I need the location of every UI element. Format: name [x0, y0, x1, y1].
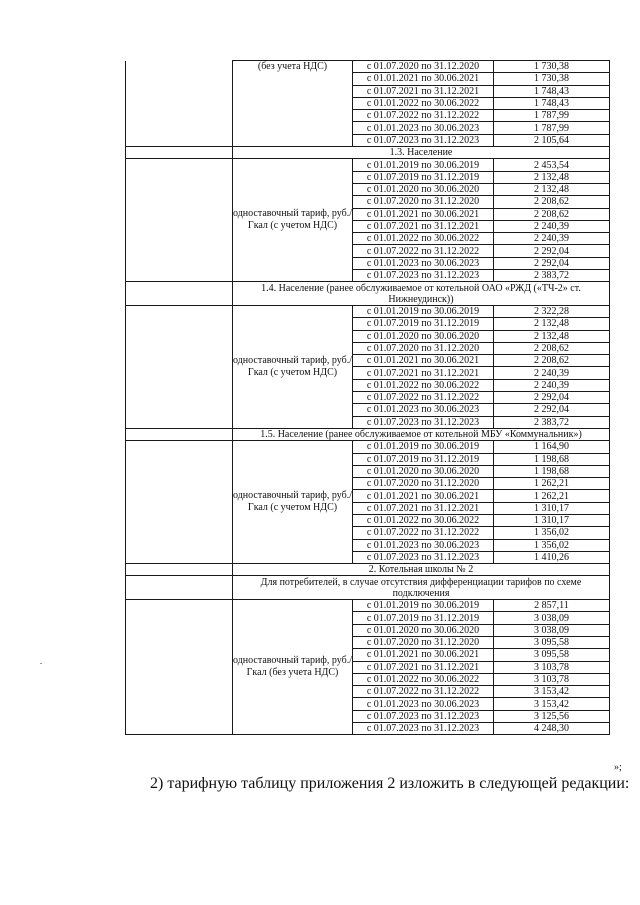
- tariff-value-cell: 2 292,04: [494, 392, 610, 404]
- tariff-value-cell: 2 132,48: [494, 318, 610, 330]
- tariff-value-cell: 1 356,02: [494, 539, 610, 551]
- left-blank-cell: [126, 147, 233, 159]
- tariff-value-cell: 2 383,72: [494, 416, 610, 428]
- tariff-value-cell: 1 310,17: [494, 502, 610, 514]
- period-cell: с 01.07.2022 по 31.12.2022: [353, 110, 494, 122]
- period-cell: с 01.07.2022 по 31.12.2022: [353, 245, 494, 257]
- tariff-value-cell: 3 038,09: [494, 612, 610, 624]
- tariff-value-cell: 2 208,62: [494, 342, 610, 354]
- tariff-value-cell: 1 356,02: [494, 527, 610, 539]
- period-cell: с 01.07.2019 по 31.12.2019: [353, 453, 494, 465]
- tariff-value-cell: 2 292,04: [494, 404, 610, 416]
- period-cell: с 01.01.2022 по 30.06.2022: [353, 379, 494, 391]
- period-cell: с 01.07.2019 по 31.12.2019: [353, 318, 494, 330]
- period-cell: с 01.01.2022 по 30.06.2022: [353, 97, 494, 109]
- tariff-value-cell: 1 198,68: [494, 453, 610, 465]
- period-cell: с 01.07.2020 по 31.12.2020: [353, 478, 494, 490]
- tariff-table-body: [126, 61, 610, 735]
- table-row: [126, 159, 610, 171]
- table-row: [126, 61, 610, 73]
- period-cell: с 01.07.2021 по 31.12.2021: [353, 85, 494, 97]
- period-cell: с 01.01.2019 по 30.06.2019: [353, 441, 494, 453]
- tariff-value-cell: 2 240,39: [494, 379, 610, 391]
- section-heading: 1.4. Население (ранее обслуживаемое от котельной ОАО «РЖД («ТЧ-2» ст. Нижнеудинск)): [233, 282, 610, 306]
- left-blank-cell: [126, 441, 233, 564]
- period-cell: с 01.07.2021 по 31.12.2021: [353, 367, 494, 379]
- period-cell: с 01.07.2023 по 31.12.2023: [353, 551, 494, 563]
- tariff-type-cell: одноставочный тариф, руб./Гкал (с учетом НДС): [233, 441, 353, 564]
- tariff-type-cell: одноставочный тариф, руб./Гкал (с учетом НДС): [233, 305, 353, 428]
- period-cell: с 01.07.2019 по 31.12.2019: [353, 171, 494, 183]
- period-cell: с 01.07.2020 по 31.12.2020: [353, 636, 494, 648]
- left-blank-cell: [126, 61, 233, 147]
- tariff-value-cell: 3 153,42: [494, 686, 610, 698]
- section-heading: Для потребителей, в случае отсутствия дифференциации тарифов по схеме подключения: [233, 576, 610, 600]
- tariff-value-cell: 2 240,39: [494, 220, 610, 232]
- period-cell: с 01.01.2023 по 30.06.2023: [353, 698, 494, 710]
- period-cell: с 01.07.2022 по 31.12.2022: [353, 686, 494, 698]
- tariff-value-cell: 3 103,78: [494, 673, 610, 685]
- period-cell: с 01.01.2021 по 30.06.2021: [353, 355, 494, 367]
- period-cell: с 01.07.2022 по 31.12.2022: [353, 527, 494, 539]
- tariff-value-cell: 3 153,42: [494, 698, 610, 710]
- period-cell: с 01.01.2021 по 30.06.2021: [353, 73, 494, 85]
- tariff-value-cell: 3 038,09: [494, 624, 610, 636]
- tariff-type-cell: одноставочный тариф, руб./Гкал (без учета НДС): [233, 600, 353, 735]
- table-row: [126, 441, 610, 453]
- period-cell: с 01.01.2019 по 30.06.2019: [353, 159, 494, 171]
- period-cell: с 01.01.2020 по 30.06.2020: [353, 624, 494, 636]
- period-cell: с 01.07.2021 по 31.12.2021: [353, 502, 494, 514]
- period-cell: с 01.01.2019 по 30.06.2019: [353, 305, 494, 317]
- tariff-table: [125, 60, 610, 735]
- tariff-value-cell: 4 248,30: [494, 723, 610, 735]
- tariff-value-cell: 1 262,21: [494, 478, 610, 490]
- tariff-value-cell: 1 164,90: [494, 441, 610, 453]
- tariff-value-cell: 2 208,62: [494, 208, 610, 220]
- tariff-value-cell: 1 748,43: [494, 85, 610, 97]
- tariff-value-cell: 2 383,72: [494, 270, 610, 282]
- period-cell: с 01.07.2023 по 31.12.2023: [353, 710, 494, 722]
- section-row: [126, 147, 610, 159]
- period-cell: с 01.07.2023 по 31.12.2023: [353, 134, 494, 146]
- period-cell: с 01.01.2023 по 30.06.2023: [353, 404, 494, 416]
- period-cell: с 01.01.2023 по 30.06.2023: [353, 257, 494, 269]
- tariff-value-cell: 3 095,58: [494, 649, 610, 661]
- tariff-value-cell: 1 410,26: [494, 551, 610, 563]
- amendment-paragraph: 2) тарифную таблицу приложения 2 изложить в следующей редакции:: [150, 775, 630, 792]
- tariff-value-cell: 2 208,62: [494, 196, 610, 208]
- tariff-value-cell: 2 292,04: [494, 257, 610, 269]
- period-cell: с 01.07.2023 по 31.12.2023: [353, 416, 494, 428]
- left-blank-cell: [126, 428, 233, 440]
- tariff-value-cell: 2 322,28: [494, 305, 610, 317]
- tariff-value-cell: 2 240,39: [494, 233, 610, 245]
- left-blank-cell: [126, 159, 233, 282]
- closing-quote-mark: »;: [614, 762, 622, 773]
- tariff-value-cell: 2 857,11: [494, 600, 610, 612]
- section-row: [126, 564, 610, 576]
- left-blank-cell: [126, 576, 233, 600]
- tariff-value-cell: 2 453,54: [494, 159, 610, 171]
- left-blank-cell: [126, 600, 233, 735]
- period-cell: с 01.01.2021 по 30.06.2021: [353, 490, 494, 502]
- tariff-value-cell: 2 240,39: [494, 367, 610, 379]
- tariff-value-cell: 1 310,17: [494, 514, 610, 526]
- period-cell: с 01.01.2022 по 30.06.2022: [353, 233, 494, 245]
- period-cell: с 01.01.2020 по 30.06.2020: [353, 465, 494, 477]
- period-cell: с 01.07.2023 по 31.12.2023: [353, 270, 494, 282]
- section-row: [126, 282, 610, 306]
- period-cell: с 01.07.2023 по 31.12.2023: [353, 723, 494, 735]
- period-cell: с 01.07.2020 по 31.12.2020: [353, 196, 494, 208]
- tariff-value-cell: 3 103,78: [494, 661, 610, 673]
- period-cell: с 01.07.2022 по 31.12.2022: [353, 392, 494, 404]
- period-cell: с 01.01.2021 по 30.06.2021: [353, 649, 494, 661]
- tariff-value-cell: 3 095,58: [494, 636, 610, 648]
- tariff-value-cell: 2 132,48: [494, 183, 610, 195]
- section-heading: 1.5. Население (ранее обслуживаемое от котельной МБУ «Коммунальник»): [233, 428, 610, 440]
- period-cell: с 01.07.2019 по 31.12.2019: [353, 612, 494, 624]
- period-cell: с 01.07.2020 по 31.12.2020: [353, 61, 494, 73]
- period-cell: с 01.01.2023 по 30.06.2023: [353, 122, 494, 134]
- tariff-value-cell: 1 787,99: [494, 122, 610, 134]
- table-row: [126, 600, 610, 612]
- tariff-type-cell: (без учета НДС): [233, 61, 353, 147]
- period-cell: с 01.01.2023 по 30.06.2023: [353, 539, 494, 551]
- tariff-value-cell: 1 198,68: [494, 465, 610, 477]
- tariff-value-cell: 1 787,99: [494, 110, 610, 122]
- period-cell: с 01.01.2020 по 30.06.2020: [353, 330, 494, 342]
- tariff-value-cell: 2 105,64: [494, 134, 610, 146]
- section-heading: 2. Котельная школы № 2: [233, 564, 610, 576]
- tariff-value-cell: 1 748,43: [494, 97, 610, 109]
- section-row: [126, 576, 610, 600]
- section-heading: 1.3. Население: [233, 147, 610, 159]
- period-cell: с 01.07.2021 по 31.12.2021: [353, 661, 494, 673]
- scan-speck: [40, 663, 42, 664]
- tariff-value-cell: 2 132,48: [494, 171, 610, 183]
- table-row: [126, 305, 610, 317]
- tariff-value-cell: 2 208,62: [494, 355, 610, 367]
- period-cell: с 01.01.2022 по 30.06.2022: [353, 673, 494, 685]
- tariff-value-cell: 2 132,48: [494, 330, 610, 342]
- period-cell: с 01.07.2021 по 31.12.2021: [353, 220, 494, 232]
- tariff-value-cell: 1 730,38: [494, 73, 610, 85]
- period-cell: с 01.01.2020 по 30.06.2020: [353, 183, 494, 195]
- period-cell: с 01.01.2021 по 30.06.2021: [353, 208, 494, 220]
- tariff-type-cell: одноставочный тариф, руб./Гкал (с учетом НДС): [233, 159, 353, 282]
- period-cell: с 01.07.2020 по 31.12.2020: [353, 342, 494, 354]
- left-blank-cell: [126, 282, 233, 306]
- period-cell: с 01.01.2022 по 30.06.2022: [353, 514, 494, 526]
- tariff-value-cell: 1 730,38: [494, 61, 610, 73]
- period-cell: с 01.01.2019 по 30.06.2019: [353, 600, 494, 612]
- left-blank-cell: [126, 564, 233, 576]
- tariff-value-cell: 2 292,04: [494, 245, 610, 257]
- left-blank-cell: [126, 305, 233, 428]
- section-row: [126, 428, 610, 440]
- tariff-value-cell: 1 262,21: [494, 490, 610, 502]
- tariff-value-cell: 3 125,56: [494, 710, 610, 722]
